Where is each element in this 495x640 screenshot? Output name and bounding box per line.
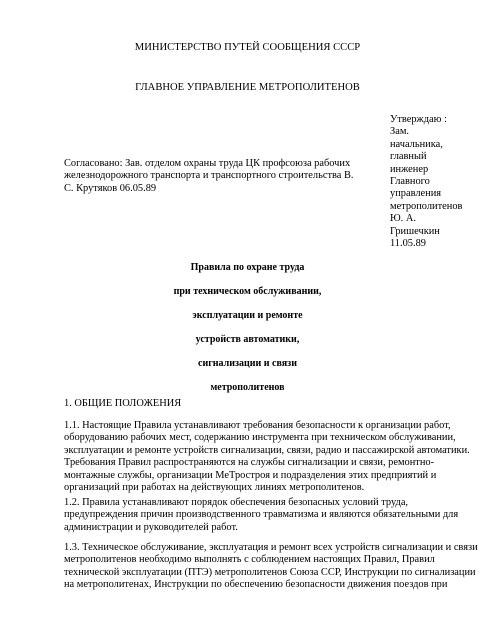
approval-line: управления xyxy=(390,188,442,200)
paragraph-line: монтажные службы, организации МеТрострoя и подразделения этих предприятий и xyxy=(64,469,437,481)
paragraph-line: организаций при работах на действующих линиях метрополитенов. xyxy=(64,481,365,493)
approval-block xyxy=(390,114,465,250)
document-title-line: Правила по охране труда xyxy=(190,262,305,273)
document-title-line: сигнализации и связи xyxy=(198,358,297,369)
paragraph-line: на метрополитенах, Инструкции по обеспечению безопасности движения поездов при xyxy=(64,579,448,591)
directorate-heading: ГЛАВНОЕ УПРАВЛЕНИЕ МЕТРОПОЛИТЕНОВ xyxy=(135,82,360,93)
paragraph-line: метрополитенов необходимо выполнять с соблюдением настоящих Правил, Правил xyxy=(64,554,435,566)
approval-line: начальника, xyxy=(390,138,443,150)
document-title-line: устройств автоматики, xyxy=(195,334,300,345)
approval-line: Зам. xyxy=(390,126,409,138)
paragraph-line: технической эксплуатации (ПТЭ) метрополитенов Союза ССР, Инструкции по сигнализации xyxy=(64,566,476,578)
approval-line: главный xyxy=(390,151,427,163)
paragraph-line: эксплуатации и ремонте устройств сигнализации, связи, радио и пассажирской автоматики. xyxy=(64,444,470,456)
ministry-heading: МИНИСТЕРСТВО ПУТЕЙ СООБЩЕНИЯ СССР xyxy=(134,42,361,53)
approval-line: инженер xyxy=(390,163,429,175)
approval-line: Гришечкин xyxy=(390,225,440,237)
paragraph-1-3 xyxy=(64,542,478,592)
paragraph-1-2 xyxy=(64,497,464,534)
approval-line: 11.05.89 xyxy=(390,238,426,250)
paragraph-1-1 xyxy=(64,420,470,494)
document-title-line: при техническом обслуживании, xyxy=(173,286,322,297)
agreed-block: Согласовано: Зав. отделом охраны труда ЦК профсоюза рабочих железнодорожного транспорта и транспортного строительства В. С. Крутяков 06.05.89 xyxy=(64,158,354,194)
approval-line: Утверждаю : xyxy=(390,114,447,125)
paragraph-line: 1.1. Настоящие Правила устанавливают требования безопасности к организации работ, xyxy=(64,420,451,431)
approval-line: Главного xyxy=(390,176,430,188)
paragraph-line: администрации и руководителей работ. xyxy=(64,521,238,533)
paragraph-line: 1.2. Правила устанавливают порядок обеспечения безопасных условий труда, xyxy=(64,497,409,508)
paragraph-line: 1.3. Техническое обслуживание, эксплуатация и ремонт всех устройств сигнализации и связи xyxy=(64,542,478,553)
approval-line: Ю. А. xyxy=(390,213,416,225)
document-title-line: эксплуатации и ремонте xyxy=(192,310,303,321)
paragraph-line: оборудованию рабочих мест, содержанию инструмента при техническом обслуживании, xyxy=(64,432,456,444)
approval-line: метрополитенов xyxy=(390,200,463,212)
paragraph-line: предупреждения причин производственного травматизма и являются обязательными для xyxy=(64,509,459,521)
document-title-line: метрополитенов xyxy=(210,382,285,393)
section-heading: 1. ОБЩИЕ ПОЛОЖЕНИЯ xyxy=(64,398,182,409)
paragraph-line: Требования Правил распространяются на службы сигнализации и связи, ремонтно- xyxy=(64,457,435,469)
